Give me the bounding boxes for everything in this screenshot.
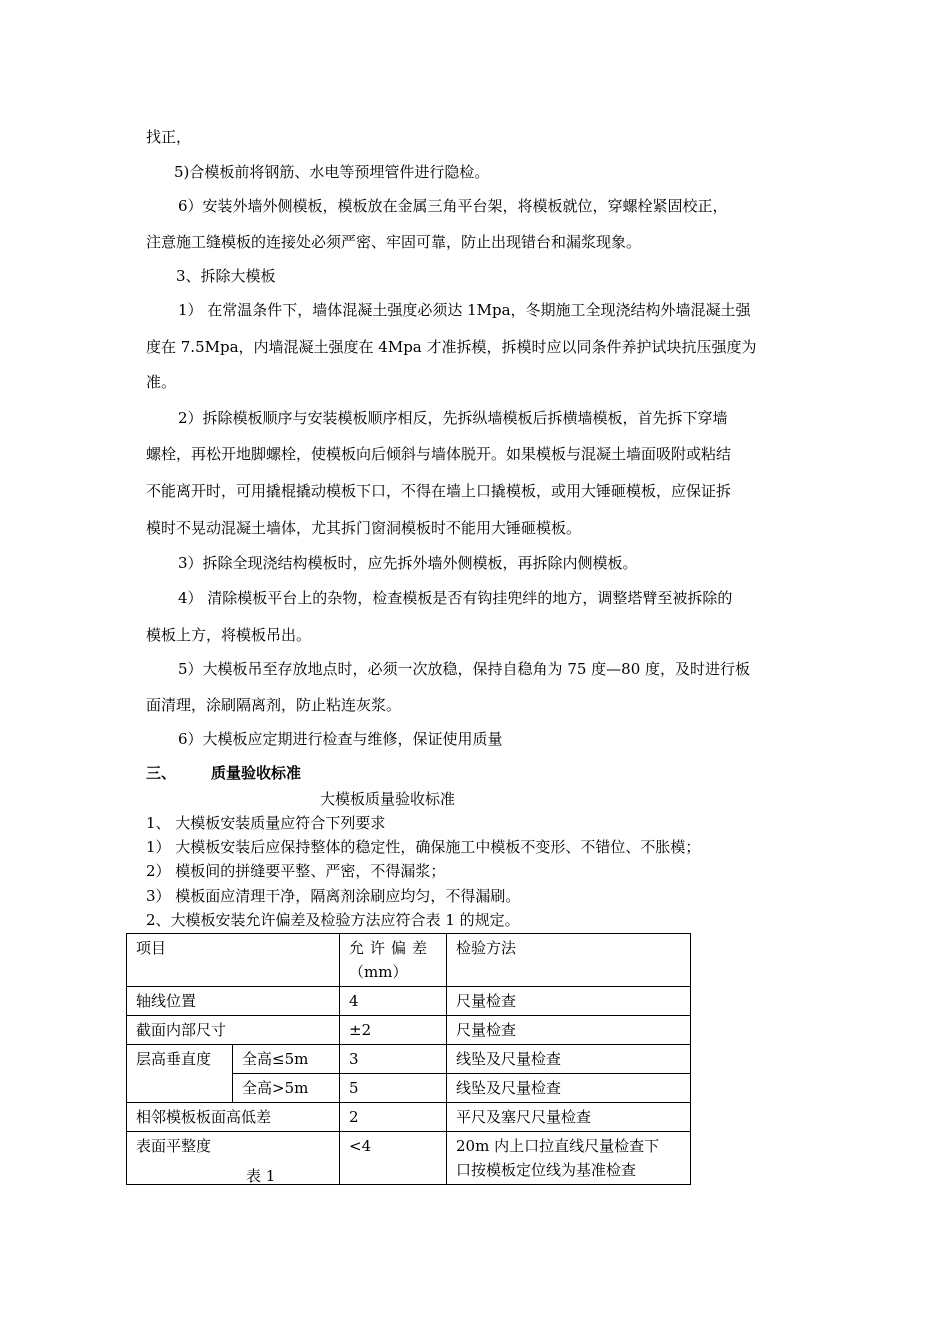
paragraph-line: 模时不晃动混凝土墙体，尤其拆门窗洞模板时不能用大锤砸模板。 (146, 519, 582, 537)
row-subitem: 全高≤5m (233, 1045, 340, 1074)
table-row (127, 1045, 691, 1074)
header-item: 项目 (127, 934, 340, 987)
paragraph-line: 面清理，涂刷隔离剂，防止粘连灰浆。 (146, 696, 402, 714)
paragraph-line: 模板上方，将模板吊出。 (146, 626, 312, 644)
paragraph-line: 4） 清除模板平台上的杂物，检查模板是否有钩挂兜绊的地方，调整塔臂至被拆除的 (178, 589, 733, 607)
header-tolerance-label: 允许偏差 (349, 939, 434, 957)
paragraph-line: 螺栓，再松开地脚螺栓，使模板向后倾斜与墙体脱开。如果模板与混凝土墙面吸附或粘结 (146, 445, 732, 463)
row-tolerance: 5 (340, 1074, 447, 1103)
row-method: 线坠及尺量检查 (447, 1045, 691, 1074)
table-row (127, 1132, 691, 1185)
row-tolerance: ±2 (340, 1016, 447, 1045)
row-tolerance: 3 (340, 1045, 447, 1074)
paragraph-line: 5）大模板吊至存放地点时，必须一次放稳，保持自稳角为 75 度—80 度，及时进行板 (178, 660, 751, 678)
table-row (127, 1103, 691, 1132)
paragraph-line: 注意施工缝模板的连接处必须严密、牢固可靠，防止出现错台和漏浆现象。 (146, 233, 642, 251)
row-item: 截面内部尺寸 (127, 1016, 340, 1045)
tolerance-table (126, 933, 691, 1185)
paragraph-line: 5)合模板前将钢筋、水电等预埋管件进行隐检。 (174, 163, 490, 181)
paragraph-line: 找正， (146, 128, 192, 146)
row-method (447, 1132, 691, 1185)
paragraph-line: 度在 7.5Mpa，内墙混凝土强度在 4Mpa 才准拆模，拆模时应以同条件养护试块抗压强度为 (146, 338, 757, 356)
row-tolerance: 4 (340, 987, 447, 1016)
table-caption: 表 1 (246, 1167, 276, 1185)
table-row (127, 987, 691, 1016)
row-method: 尺量检查 (447, 1016, 691, 1045)
header-tolerance-unit: （mm） (349, 963, 408, 981)
requirement-line: 2） 模板间的拼缝要平整、严密，不得漏浆； (146, 862, 446, 880)
row-tolerance: <4 (340, 1132, 447, 1185)
paragraph-line: 6）安装外墙外侧模板，模板放在金属三角平台架，将模板就位，穿螺栓紧固校正， (178, 197, 728, 215)
row-item: 轴线位置 (127, 987, 340, 1016)
paragraph-line: 准。 (146, 373, 177, 391)
row-item: 相邻模板板面高低差 (127, 1103, 340, 1132)
section-number: 三、 (146, 764, 177, 782)
row-method-line: 口按模板定位线为基准检查 (456, 1161, 637, 1179)
table-row (127, 1016, 691, 1045)
row-item: 层高垂直度 (127, 1045, 233, 1103)
subsection-heading: 3、拆除大模板 (176, 267, 276, 285)
row-method: 平尺及塞尺尺量检查 (447, 1103, 691, 1132)
paragraph-line: 6）大模板应定期进行检查与维修，保证使用质量 (178, 730, 503, 748)
requirement-line: 3） 模板面应清理干净，隔离剂涂刷应均匀，不得漏刷。 (146, 887, 521, 905)
row-tolerance: 2 (340, 1103, 447, 1132)
section-title: 质量验收标准 (211, 764, 302, 782)
standard-title: 大模板质量验收标准 (320, 790, 456, 808)
paragraph-line: 1） 在常温条件下，墙体混凝土强度必须达 1Mpa，冬期施工全现浇结构外墙混凝土强 (178, 301, 751, 319)
row-item: 表面平整度 (127, 1132, 340, 1185)
row-method: 线坠及尺量检查 (447, 1074, 691, 1103)
requirement-line: 2、大模板安装允许偏差及检验方法应符合表 1 的规定。 (146, 911, 520, 929)
requirement-line: 1） 大模板安装后应保持整体的稳定性，确保施工中模板不变形、不错位、不胀模； (146, 838, 701, 856)
row-subitem: 全高>5m (233, 1074, 340, 1103)
paragraph-line: 不能离开时，可用撬棍撬动模板下口，不得在墙上口撬模板，或用大锤砸模板，应保证拆 (146, 482, 732, 500)
requirement-line: 1、 大模板安装质量应符合下列要求 (146, 814, 386, 832)
paragraph-line: 3）拆除全现浇结构模板时，应先拆外墙外侧模板，再拆除内侧模板。 (178, 554, 638, 572)
header-tolerance (340, 934, 447, 987)
table-header-row (127, 934, 691, 987)
row-method: 尺量检查 (447, 987, 691, 1016)
row-method-line: 20m 内上口拉直线尺量检查下 (456, 1137, 660, 1155)
header-method: 检验方法 (447, 934, 691, 987)
paragraph-line: 2）拆除模板顺序与安装模板顺序相反，先拆纵墙模板后拆横墙模板，首先拆下穿墙 (178, 409, 728, 427)
